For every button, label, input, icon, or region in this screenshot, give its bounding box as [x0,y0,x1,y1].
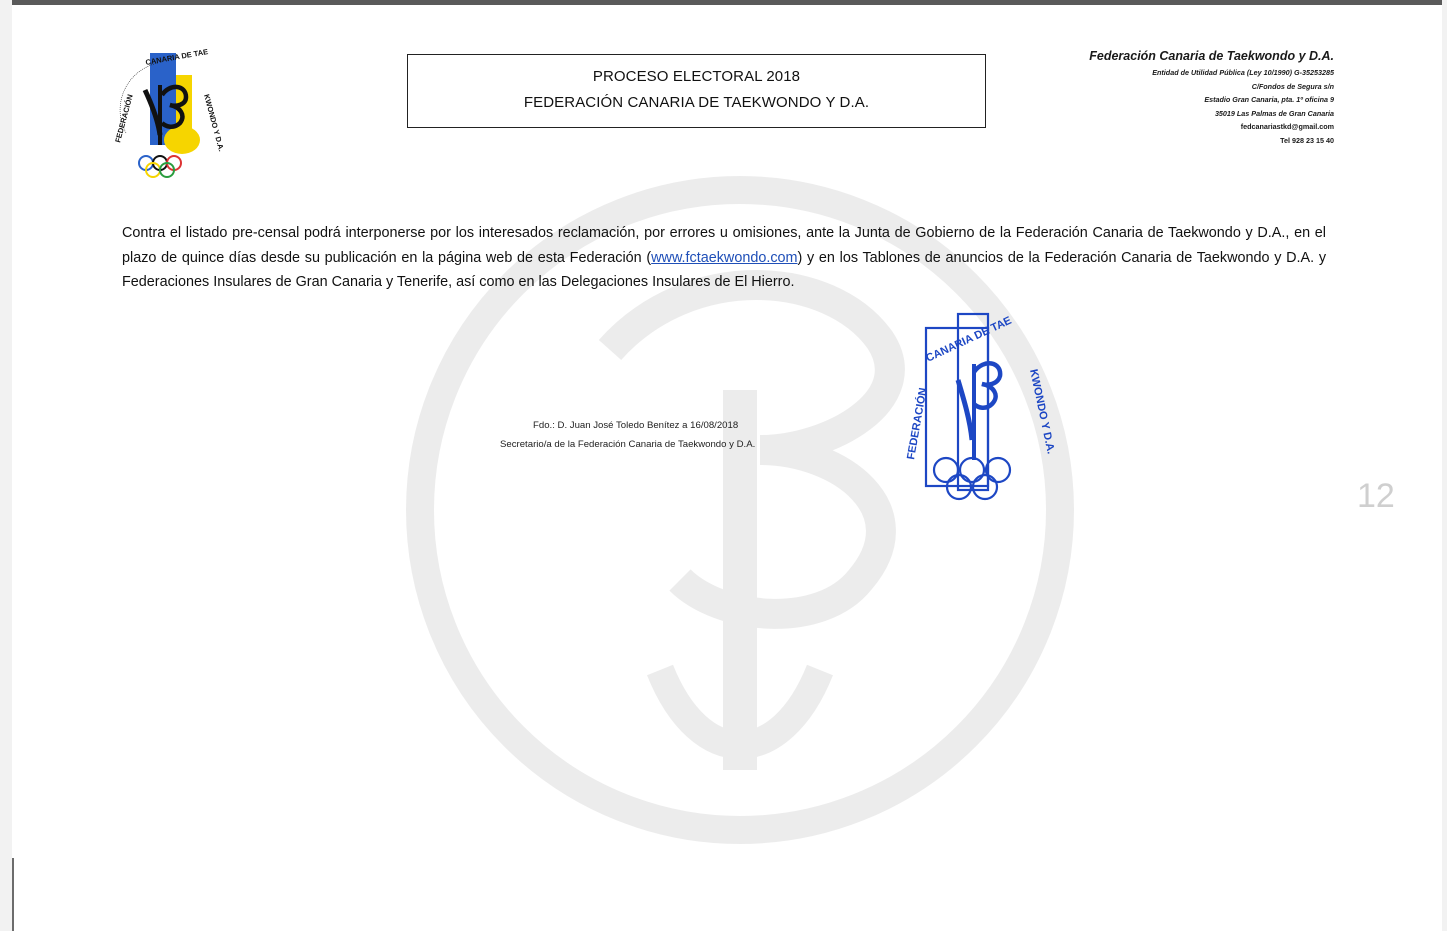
org-legal-line: Entidad de Utilidad Pública (Ley 10/1990) G-35253285 [1152,68,1334,77]
signature-block [500,416,830,454]
federation-website-link[interactable]: www.fctaekwondo.com [651,249,798,266]
organization-name: Federación Canaria de Taekwondo y D.A. [1089,49,1334,63]
org-postal-line: 35019 Las Palmas de Gran Canaria [1214,108,1334,118]
org-stadium-line: Estadio Gran Canaria, pta. 1º oficina 9 [1204,95,1334,105]
notice-text-before-link: Contra el listado pre-censal podrá interponerse por los interesados reclamación, por errores u omisiones, ante la Junta de Gobierno de la Federación Canaria de Taekwondo y D.A., en el plazo de quince días desde su publicación en la página web de esta Federación ( [122,225,1326,266]
svg-text:FEDERACIÓN: FEDERACIÓN [905,386,930,461]
svg-text:FEDERACIÓN: FEDERACIÓN [113,93,135,144]
page-number: 12 [1357,477,1395,515]
signature-name-date: Fdo.: D. Juan José Toledo Benítez a 16/08/2018 [533,420,739,431]
svg-text:KWONDO Y D.A.: KWONDO Y D.A. [1027,368,1057,456]
notice-paragraph [122,221,1326,295]
left-margin-rule [12,858,14,931]
svg-text:CANARIA DE TAE: CANARIA DE TAE [144,47,209,67]
notice-text-after-link: ) y en los Tablones de anuncios de la Federación Canaria de Taekwondo y D.A. y Federaciones Insulares de Gran Canaria y Tenerife, así como en las Delegaciones Insulares de El Hierro. [122,249,1327,290]
federation-stamp-icon [898,310,1057,510]
title-line-2: FEDERACIÓN CANARIA DE TAEKWONDO Y D.A. [523,94,870,111]
org-email: fedcanariastkd@gmail.com [1240,122,1334,132]
svg-text:KWONDO Y D.A.: KWONDO Y D.A. [202,93,227,153]
svg-text:CANARIA DE TAE: CANARIA DE TAE [924,314,1014,365]
organization-info [1089,49,1334,148]
title-box [407,54,986,128]
federation-logo [100,45,227,185]
title-line-1: PROCESO ELECTORAL 2018 [592,68,801,85]
org-address-line: C/Fondos de Segura s/n [1251,81,1334,91]
signature-role: Secretario/a de la Federación Canaria de Taekwondo y D.A. [500,439,756,450]
org-phone: Tel 928 23 15 40 [1280,135,1334,145]
